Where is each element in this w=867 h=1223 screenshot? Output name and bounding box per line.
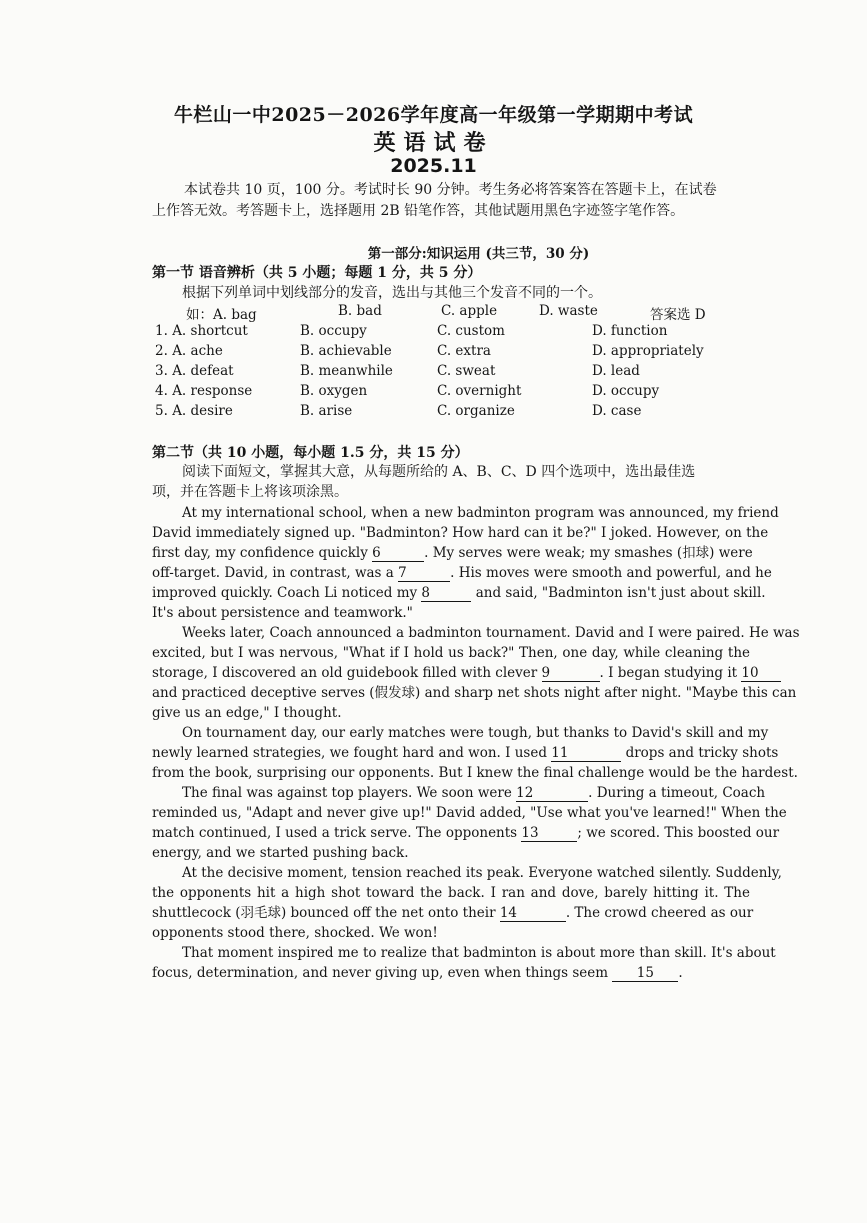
passage-line: That moment inspired me to realize that badminton is about more than skill. It's about xyxy=(182,945,776,961)
passage-line: David immediately signed up. "Badminton? How hard can it be?" I joked. However, on the xyxy=(152,525,769,541)
passage-line: The final was against top players. We soon were 12 . During a timeout, Coach xyxy=(182,785,766,801)
cloze-blank: 12 xyxy=(516,785,588,802)
passage-line: the opponents hit a high shot toward the back. I ran and dove, barely hitting it. The xyxy=(152,885,750,901)
question-option: D. function xyxy=(592,323,668,339)
passage-line: storage, I discovered an old guidebook filled with clever 9 . I began studying it 10 xyxy=(152,663,750,683)
passage-line: On tournament day, our early matches were tough, but thanks to David's skill and my xyxy=(182,725,769,741)
passage-line: from the book, surprising our opponents. But I knew the final challenge would be the hardest. xyxy=(152,765,798,781)
passage-line: It's about persistence and teamwork." xyxy=(152,605,413,621)
passage-line: At the decisive moment, tension reached its peak. Everyone watched silently. Suddenly, xyxy=(182,865,782,881)
passage-line: shuttlecock (羽毛球) bounced off the net onto their 14 . The crowd cheered as our xyxy=(152,905,754,921)
cloze-blank: 6 xyxy=(372,545,424,562)
passage-line: and practiced deceptive serves (假发球) and sharp net shots night after night. "Maybe this can xyxy=(152,685,797,701)
phonetics-question xyxy=(155,403,755,423)
question-option: C. extra xyxy=(437,343,491,359)
question-option: 4. A. response xyxy=(155,383,253,399)
cloze-blank: 13 xyxy=(521,825,577,842)
phonetics-question xyxy=(155,383,755,403)
question-option: C. sweat xyxy=(437,363,496,379)
passage-line: energy, and we started pushing back. xyxy=(152,845,409,861)
example-answer: 答案选 D xyxy=(650,307,706,323)
directions-line: 项，并在答题卡上将该项涂黑。 xyxy=(152,484,348,500)
example-option: C. apple xyxy=(441,303,498,319)
example-label: 如：A. bag xyxy=(186,307,257,323)
cloze-blank: 15 xyxy=(612,965,678,982)
exam-subject: 英语试卷 xyxy=(373,130,494,156)
passage-line: improved quickly. Coach Li noticed my 8 and said, "Badminton isn't just about skill. xyxy=(152,585,766,601)
example-option: B. bad xyxy=(338,303,382,319)
passage-line: newly learned strategies, we fought hard and won. I used 11 drops and tricky shots xyxy=(152,745,779,761)
passage-line: Weeks later, Coach announced a badminton tournament. David and I were paired. He was xyxy=(182,625,800,641)
question-option: 1. A. shortcut xyxy=(155,323,248,339)
question-option: D. case xyxy=(592,403,642,419)
instructions-line: 本试卷共 10 页，100 分。考试时长 90 分钟。考生务必将答案答在答题卡上，在试卷 xyxy=(184,182,717,198)
example-option: D. waste xyxy=(539,303,598,319)
passage-line: opponents stood there, shocked. We won! xyxy=(152,925,438,941)
phonetics-question xyxy=(155,363,755,383)
exam-title: 牛栏山一中2025－2026学年度高一年级第一学期期中考试 xyxy=(173,104,694,126)
question-option: C. overnight xyxy=(437,383,522,399)
question-option: B. meanwhile xyxy=(300,363,393,379)
section1-directions: 根据下列单词中划线部分的发音，选出与其他三个发音不同的一个。 xyxy=(182,285,602,301)
passage-line: focus, determination, and never giving up, even when things seem 15 . xyxy=(152,965,683,981)
section1-title: 第一节 语音辨析（共 5 小题；每题 1 分，共 5 分） xyxy=(152,265,482,281)
question-option: D. occupy xyxy=(592,383,660,399)
exam-date: 2025.11 xyxy=(390,155,477,177)
cloze-blank: 9 xyxy=(542,665,600,682)
passage-line: excited, but I was nervous, "What if I hold us back?" Then, one day, while cleaning the xyxy=(152,645,750,661)
question-option: B. oxygen xyxy=(300,383,368,399)
question-option: B. arise xyxy=(300,403,353,419)
exam-instructions xyxy=(152,180,752,222)
cloze-blank: 7 xyxy=(398,565,450,582)
part1-title: 第一部分:知识运用 (共三节，30 分) xyxy=(367,246,590,262)
question-option: D. lead xyxy=(592,363,640,379)
instructions-line: 上作答无效。考答题卡上，选择题用 2B 铅笔作答，其他试题用黑色字迹签字笔作答。 xyxy=(152,203,685,219)
phonetics-question xyxy=(155,323,755,343)
question-option: 3. A. defeat xyxy=(155,363,234,379)
cloze-blank: 11 xyxy=(551,745,621,762)
phonetics-question xyxy=(155,343,755,363)
phonetics-example xyxy=(186,303,786,323)
directions-line: 阅读下面短文，掌握其大意，从每题所给的 A、B、C、D 四个选项中，选出最佳选 xyxy=(182,464,696,480)
question-option: 5. A. desire xyxy=(155,403,233,419)
cloze-blank: 10 xyxy=(741,665,781,682)
question-option: B. achievable xyxy=(300,343,392,359)
question-option: B. occupy xyxy=(300,323,367,339)
passage-line: reminded us, "Adapt and never give up!" David added, "Use what you've learned!" When the xyxy=(152,805,787,821)
question-option: C. custom xyxy=(437,323,505,339)
passage-line: first day, my confidence quickly 6 . My serves were weak; my smashes (扣球) were xyxy=(152,545,753,561)
section2-directions xyxy=(152,462,752,502)
question-option: C. organize xyxy=(437,403,515,419)
question-option: D. appropriately xyxy=(592,343,704,359)
passage-line: off-target. David, in contrast, was a 7 . His moves were smooth and powerful, and he xyxy=(152,565,772,581)
section2-title: 第二节（共 10 小题，每小题 1.5 分，共 15 分） xyxy=(152,445,469,461)
passage-line: At my international school, when a new badminton program was announced, my friend xyxy=(182,505,779,521)
cloze-blank: 8 xyxy=(421,585,471,602)
passage-line: match continued, I used a trick serve. The opponents 13 ; we scored. This boosted our xyxy=(152,825,780,841)
cloze-blank: 14 xyxy=(500,905,566,922)
question-option: 2. A. ache xyxy=(155,343,223,359)
passage-line: give us an edge," I thought. xyxy=(152,705,342,721)
